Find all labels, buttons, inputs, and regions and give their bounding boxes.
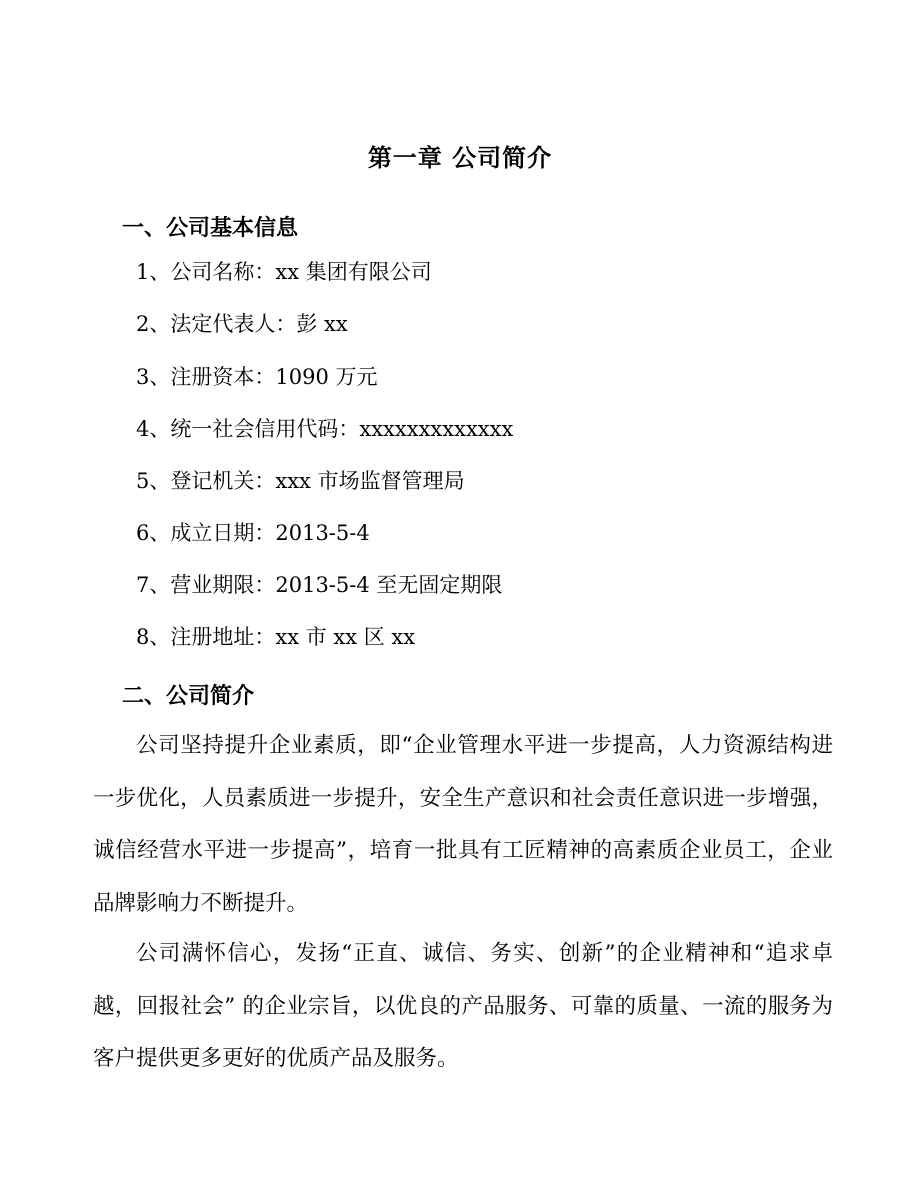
info-item-registration-authority: 5、登记机关：xxx 市场监督管理局 <box>136 469 465 493</box>
info-item-establishment-date: 6、成立日期：2013-5-4 <box>136 521 370 545</box>
profile-paragraph-1: 公司坚持提升企业素质，即“企业管理水平进一步提高，人力资源结构进一步优化，人员素质进一步提升，安全生产意识和社会责任意识进一步增强，诚信经营水平进一步提高”，培育一批具有工匠精神的高素质企业员工，企业品牌影响力不断提升。 <box>93 733 833 916</box>
profile-paragraph-2: 公司满怀信心，发扬“正直、诚信、务实、创新”的企业精神和“追求卓越，回报社会” 的企业宗旨，以优良的产品服务、可靠的质量、一流的服务为客户提供更多更好的优质产品及服务。 <box>93 941 833 1071</box>
section-heading-basic-info: 一、公司基本信息 <box>122 215 299 241</box>
info-item-credit-code: 4、统一社会信用代码：xxxxxxxxxxxxx <box>136 417 514 441</box>
info-item-business-term: 7、营业期限：2013-5-4 至无固定期限 <box>136 573 503 597</box>
info-item-company-name: 1、公司名称：xx 集团有限公司 <box>136 260 432 284</box>
section-heading-company-profile: 二、公司简介 <box>122 683 255 709</box>
info-item-registered-address: 8、注册地址：xx 市 xx 区 xx <box>136 625 416 649</box>
chapter-title: 第一章 公司简介 <box>367 143 553 172</box>
info-item-legal-representative: 2、法定代表人：彭 xx <box>136 312 348 336</box>
info-item-registered-capital: 3、注册资本：1090 万元 <box>136 365 378 389</box>
